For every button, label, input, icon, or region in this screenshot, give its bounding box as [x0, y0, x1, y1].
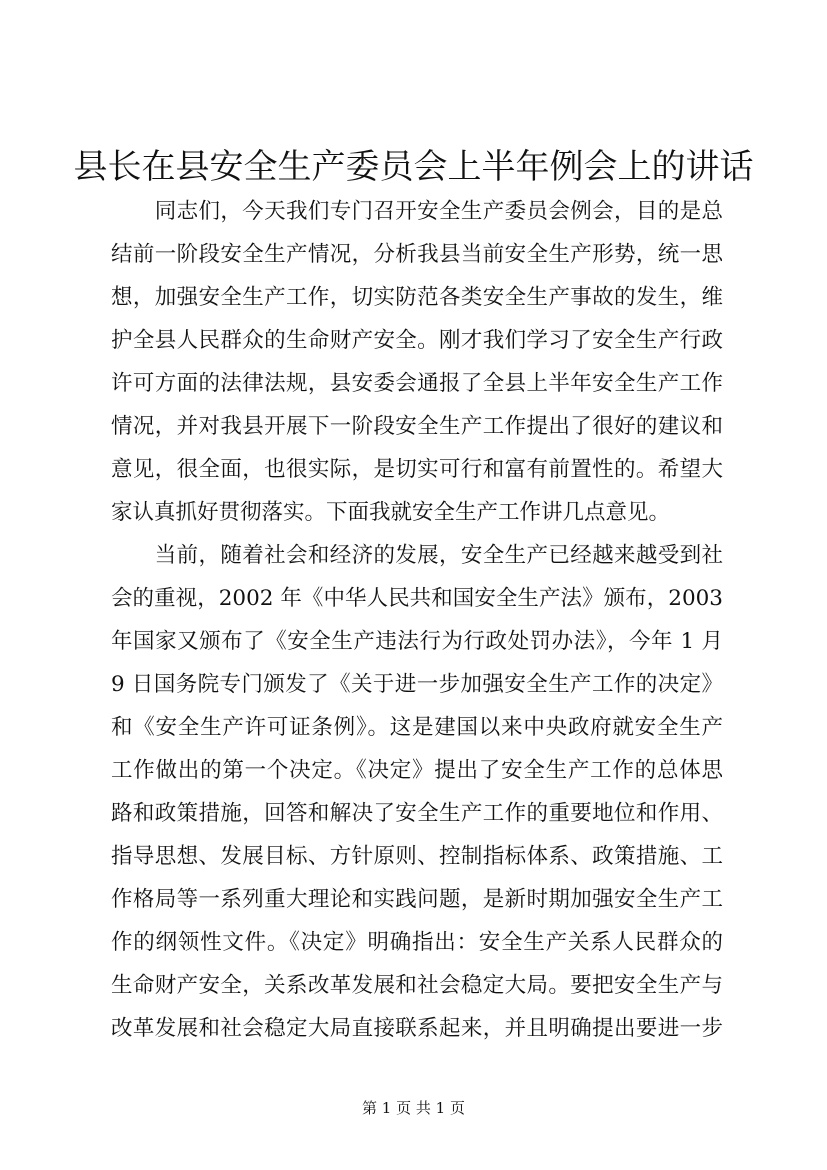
paragraph-line: 家认真抓好贯彻落实。下面我就安全生产工作讲几点意见。 [111, 500, 671, 525]
page-footer: 第 1 页 共 1 页 [362, 1099, 465, 1117]
paragraph-line: 会的重视，2002 年《中华人民共和国安全生产法》颁布，2003 [111, 586, 723, 611]
paragraph-line: 想，加强安全生产工作，切实防范各类安全生产事故的发生，维 [111, 285, 723, 310]
paragraph-line: 工作做出的第一个决定。《决定》提出了安全生产工作的总体思 [111, 758, 723, 783]
paragraph-line: 结前一阶段安全生产情况，分析我县当前安全生产形势，统一思 [111, 242, 723, 267]
paragraph-line: 作格局等一系列重大理论和实践问题，是新时期加强安全生产工 [111, 887, 723, 912]
paragraph-line: 改革发展和社会稳定大局直接联系起来，并且明确提出要进一步 [111, 1016, 723, 1041]
paragraph-line: 作的纲领性文件。《决定》明确指出：安全生产关系人民群众的 [111, 930, 723, 955]
paragraph-line: 生命财产安全，关系改革发展和社会稳定大局。要把安全生产与 [111, 973, 723, 998]
paragraph-line: 9 日国务院专门颁发了《关于进一步加强安全生产工作的决定》 [111, 672, 723, 697]
paragraph-line: 许可方面的法律法规，县安委会通报了全县上半年安全生产工作 [111, 371, 723, 396]
paragraph-line: 当前，随着社会和经济的发展，安全生产已经越来越受到社 [111, 543, 723, 568]
paragraph-line: 同志们，今天我们专门召开安全生产委员会例会，目的是总 [111, 199, 723, 224]
paragraph-line: 和《安全生产许可证条例》。这是建国以来中央政府就安全生产 [111, 715, 723, 740]
paragraph-line: 情况，并对我县开展下一阶段安全生产工作提出了很好的建议和 [111, 414, 723, 439]
paragraph-line: 年国家又颁布了《安全生产违法行为行政处罚办法》，今年 1 月 [111, 629, 723, 654]
document-title: 县长在县安全生产委员会上半年例会上的讲话 [73, 147, 754, 187]
paragraph-line: 指导思想、发展目标、方针原则、控制指标体系、政策措施、工 [111, 844, 723, 869]
paragraph-line: 护全县人民群众的生命财产安全。刚才我们学习了安全生产行政 [111, 328, 723, 353]
paragraph-line: 意见，很全面，也很实际，是切实可行和富有前置性的。希望大 [111, 457, 723, 482]
paragraph-line: 路和政策措施，回答和解决了安全生产工作的重要地位和作用、 [111, 801, 723, 826]
